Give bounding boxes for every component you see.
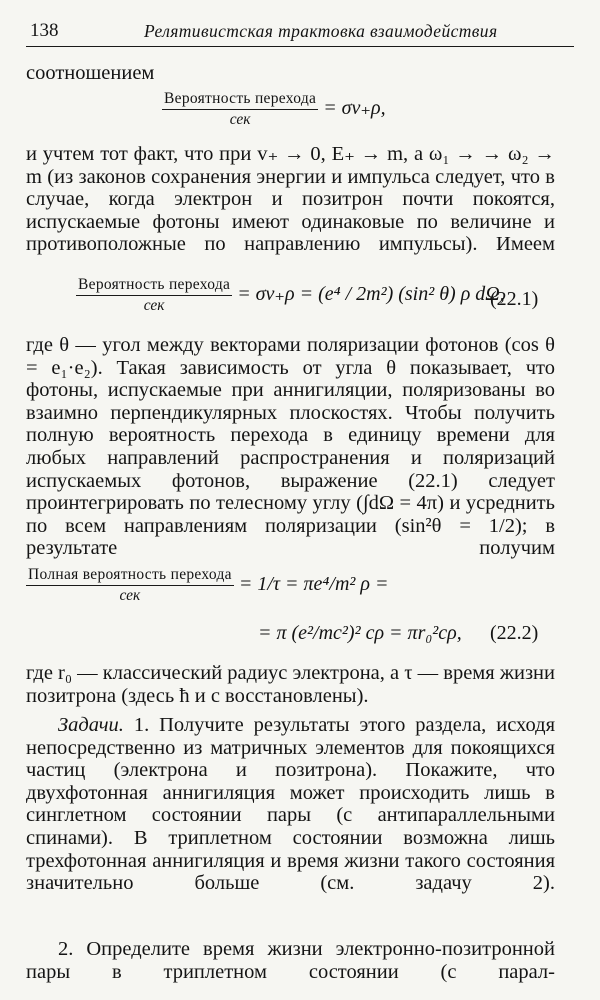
paragraph-polarization: где θ — угол между векторами поляризации фотонов (cos θ = e₁·e₂). Такая зависимость от угла θ показывает, что фотоны, испускаемые при аннигиляции, поляризованы во взаимно перпендикулярных плоскостях. Чтобы получить полную вероятность перехода в единицу времени для любых направлений распространения и поляризаций испускаемых фотонов, выражение (22.1) следует проинтегрировать по телесному углу (∫dΩ = 4π) и усреднить по всем направлениям поляризации (sin²θ = 1/2); в результате получим xyxy=(26,334,555,560)
task-2: 2. Определите время жизни электронно-позитронной пары в триплетном состоянии (с парал- xyxy=(26,938,555,983)
paragraph-intro: соотношением xyxy=(26,62,155,84)
fraction-denominator: сек xyxy=(143,297,165,314)
fraction-numerator: Вероятность перехода xyxy=(76,276,232,296)
task-1-text: 1. Получите результаты этого раздела, исходя непосредственно из матричных элементов для покоящихся частиц (электрона и позитрона). Покажите, что двухфотонная аннигиляция может происходить лишь в синглетном состоянии пары (с антипараллельными спинами). В триплетном состоянии возможна лишь трехфотонная аннигиляция и время жизни такого состояния значительно больше (см. задачу 2). xyxy=(26,714,556,895)
task-1 xyxy=(26,714,555,895)
page-number: 138 xyxy=(30,20,59,41)
paragraph-conditions: и учтем тот факт, что при v₊ → 0, E₊ → m, а ω₁ → → ω₂ → m (из законов сохранения энергии и импульса следует, что в случае, когда электрон и позитрон почти покоятся, испускаемые фотоны имеют одинаковые по величине и противоположные по направлению импульсы). Имеем xyxy=(26,143,555,256)
fraction-total-rate xyxy=(26,566,234,605)
fraction-rate xyxy=(162,90,318,129)
formula-rate xyxy=(162,90,386,129)
fraction-numerator: Вероятность перехода xyxy=(162,90,318,110)
paragraph-radius: где r₀ — классический радиус электрона, а τ — время жизни позитрона (здесь ħ и c восстановлены). xyxy=(26,662,555,707)
fraction-rate xyxy=(76,276,232,315)
formula-22-2-line2: = π (e²/mc²)² cρ = πr₀²cρ, xyxy=(258,622,462,644)
formula-rhs: = σv₊ρ, xyxy=(323,97,386,120)
fraction-denominator: сек xyxy=(229,111,251,128)
tasks-label: Задачи. xyxy=(58,714,124,736)
equation-number: (22.1) xyxy=(490,288,539,310)
fraction-numerator: Полная вероятность перехода xyxy=(26,566,234,586)
formula-22-1 xyxy=(76,276,505,315)
fraction-denominator: сек xyxy=(119,587,141,604)
formula-22-2 xyxy=(26,566,388,605)
running-header xyxy=(26,18,574,47)
formula-rhs: = 1/τ = πe⁴/m² ρ = xyxy=(238,573,389,596)
running-title: Релятивистская трактовка взаимодействия xyxy=(144,21,498,41)
formula-rhs: = σv₊ρ = (e⁴ / 2m²) (sin² θ) ρ dΩ, xyxy=(237,283,505,306)
equation-number: (22.2) xyxy=(490,622,539,644)
